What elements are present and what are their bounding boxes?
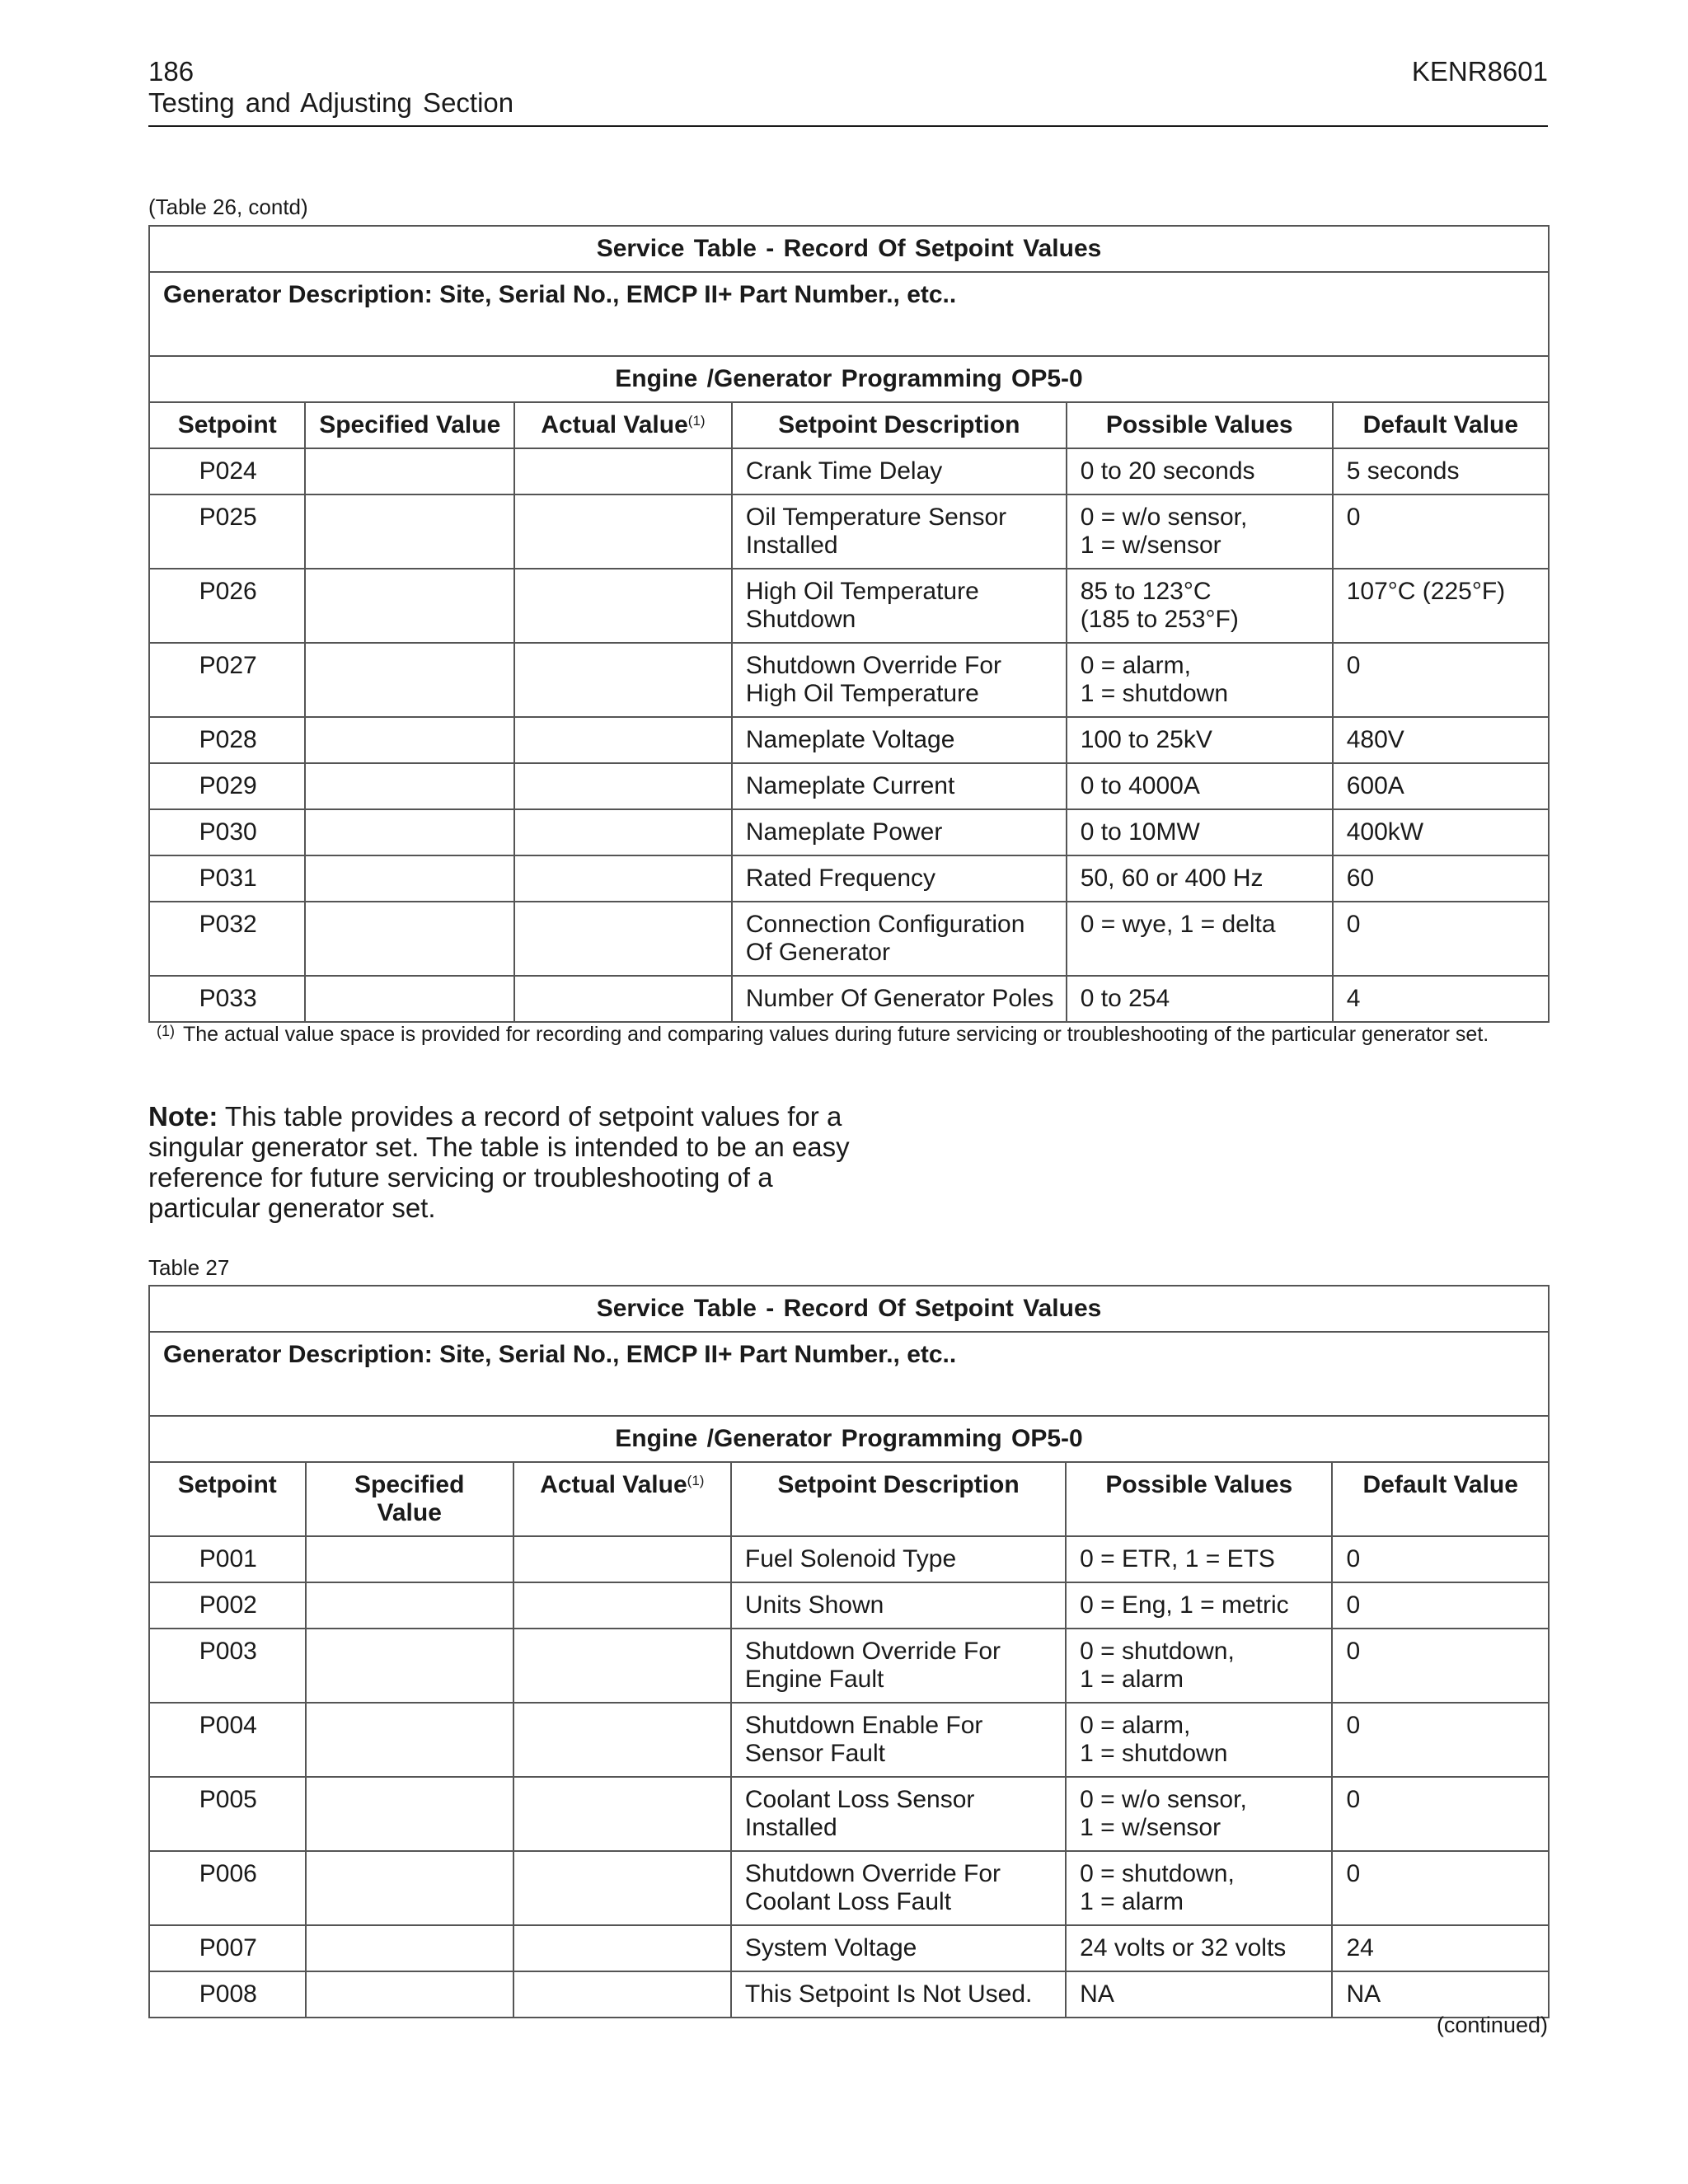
note-paragraph [148, 1101, 857, 1223]
cell-setpoint-description: Coolant Loss Sensor Installed [731, 1777, 1066, 1851]
cell-setpoint: P027 [149, 643, 305, 717]
continued-label: (continued) [1436, 2013, 1548, 2037]
cell-specified-value[interactable] [305, 763, 514, 809]
column-header-default-value: Default Value [1332, 1462, 1549, 1536]
cell-setpoint: P001 [149, 1536, 306, 1582]
cell-specified-value[interactable] [306, 1851, 513, 1925]
cell-specified-value[interactable] [306, 1777, 513, 1851]
cell-setpoint-description: Nameplate Current [732, 763, 1067, 809]
footnote [157, 1022, 1548, 1047]
cell-setpoint-description: High Oil Temperature Shutdown [732, 569, 1067, 643]
cell-default-value: 107°C (225°F) [1333, 569, 1549, 643]
cell-default-value: 0 [1333, 643, 1549, 717]
cell-setpoint: P032 [149, 902, 305, 976]
cell-specified-value[interactable] [305, 809, 514, 855]
cell-specified-value[interactable] [306, 1971, 513, 2018]
footnote-text: The actual value space is provided for recording and comparing values during future servicing or troubleshooting of the particular generator set. [183, 1023, 1489, 1046]
table-row [149, 1629, 1549, 1703]
cell-possible-values: 0 = ETR, 1 = ETS [1066, 1536, 1332, 1582]
table-row [149, 1851, 1549, 1925]
cell-possible-values: 0 = wye, 1 = delta [1067, 902, 1333, 976]
cell-specified-value[interactable] [306, 1536, 513, 1582]
cell-setpoint: P002 [149, 1582, 306, 1629]
cell-setpoint: P024 [149, 448, 305, 494]
cell-actual-value[interactable] [514, 448, 732, 494]
cell-specified-value[interactable] [305, 717, 514, 763]
cell-setpoint-description: Shutdown Override For High Oil Temperature [732, 643, 1067, 717]
cell-possible-values: 0 to 10MW [1067, 809, 1333, 855]
cell-setpoint: P025 [149, 494, 305, 569]
footnote-marker: (1) [157, 1023, 175, 1039]
cell-actual-value[interactable] [514, 855, 732, 902]
cell-default-value: 480V [1333, 717, 1549, 763]
page-number: 186 [148, 56, 195, 87]
section-title: Testing and Adjusting Section [148, 87, 514, 118]
service-table-26 [148, 225, 1550, 1023]
cell-possible-values: 0 = shutdown, 1 = alarm [1066, 1851, 1332, 1925]
cell-setpoint-description: Crank Time Delay [732, 448, 1067, 494]
cell-possible-values: 100 to 25kV [1067, 717, 1333, 763]
table-row [149, 1582, 1549, 1629]
cell-specified-value[interactable] [306, 1629, 513, 1703]
cell-setpoint: P030 [149, 809, 305, 855]
table-row [149, 855, 1549, 902]
cell-setpoint-description: Shutdown Override For Engine Fault [731, 1629, 1066, 1703]
cell-default-value: 5 seconds [1333, 448, 1549, 494]
cell-actual-value[interactable] [513, 1971, 731, 2018]
cell-specified-value[interactable] [305, 494, 514, 569]
cell-default-value: 0 [1332, 1536, 1549, 1582]
cell-possible-values: 0 to 254 [1067, 976, 1333, 1022]
cell-specified-value[interactable] [305, 976, 514, 1022]
cell-actual-value[interactable] [514, 717, 732, 763]
cell-setpoint-description: Units Shown [731, 1582, 1066, 1629]
table-row [149, 448, 1549, 494]
cell-specified-value[interactable] [306, 1925, 513, 1971]
table-27-caption: Table 27 [148, 1255, 230, 1280]
cell-default-value: 0 [1332, 1777, 1549, 1851]
cell-setpoint-description: Shutdown Override For Coolant Loss Fault [731, 1851, 1066, 1925]
column-header-setpoint: Setpoint [149, 1462, 306, 1536]
cell-setpoint: P007 [149, 1925, 306, 1971]
cell-setpoint-description: Oil Temperature Sensor Installed [732, 494, 1067, 569]
cell-actual-value[interactable] [513, 1629, 731, 1703]
table-row [149, 1971, 1549, 2018]
note-label: Note: [148, 1101, 218, 1132]
table-row [149, 902, 1549, 976]
cell-setpoint: P028 [149, 717, 305, 763]
cell-possible-values: 0 = Eng, 1 = metric [1066, 1582, 1332, 1629]
column-header-possible-values: Possible Values [1066, 1462, 1332, 1536]
cell-actual-value[interactable] [514, 902, 732, 976]
cell-specified-value[interactable] [305, 855, 514, 902]
cell-possible-values: 85 to 123°C (185 to 253°F) [1067, 569, 1333, 643]
cell-default-value: 0 [1332, 1582, 1549, 1629]
cell-default-value: 400kW [1333, 809, 1549, 855]
cell-setpoint-description: Connection Configuration Of Generator [732, 902, 1067, 976]
cell-setpoint-description: Shutdown Enable For Sensor Fault [731, 1703, 1066, 1777]
table-subtitle: Engine /Generator Programming OP5-0 [149, 1416, 1549, 1462]
cell-setpoint-description: Number Of Generator Poles [732, 976, 1067, 1022]
table-row [149, 1536, 1549, 1582]
cell-default-value: 24 [1332, 1925, 1549, 1971]
table-row [149, 569, 1549, 643]
cell-default-value: 0 [1333, 902, 1549, 976]
cell-actual-value[interactable] [513, 1925, 731, 1971]
cell-actual-value[interactable] [513, 1777, 731, 1851]
table-row [149, 1703, 1549, 1777]
cell-default-value: 0 [1332, 1629, 1549, 1703]
cell-possible-values: 24 volts or 32 volts [1066, 1925, 1332, 1971]
cell-setpoint: P006 [149, 1851, 306, 1925]
cell-default-value: 0 [1333, 494, 1549, 569]
cell-actual-value[interactable] [514, 643, 732, 717]
table-subtitle: Engine /Generator Programming OP5-0 [149, 356, 1549, 402]
cell-actual-value[interactable] [513, 1536, 731, 1582]
column-header-default-value: Default Value [1333, 402, 1549, 448]
cell-specified-value[interactable] [306, 1582, 513, 1629]
cell-setpoint-description: Nameplate Voltage [732, 717, 1067, 763]
cell-possible-values: 50, 60 or 400 Hz [1067, 855, 1333, 902]
cell-default-value: 0 [1332, 1851, 1549, 1925]
cell-setpoint: P004 [149, 1703, 306, 1777]
cell-setpoint: P003 [149, 1629, 306, 1703]
cell-setpoint: P026 [149, 569, 305, 643]
cell-actual-value[interactable] [514, 763, 732, 809]
cell-possible-values: 0 = w/o sensor, 1 = w/sensor [1066, 1777, 1332, 1851]
note-text: This table provides a record of setpoint values for a singular generator set. The table is intended to be an easy reference for future servicing or troubleshooting of a particular generator set. [148, 1101, 850, 1223]
cell-actual-value[interactable] [514, 494, 732, 569]
cell-default-value: 60 [1333, 855, 1549, 902]
table-row [149, 494, 1549, 569]
cell-setpoint: P031 [149, 855, 305, 902]
generator-description: Generator Description: Site, Serial No., EMCP II+ Part Number., etc.. [149, 272, 1549, 356]
column-header-possible-values: Possible Values [1067, 402, 1333, 448]
service-table-27 [148, 1285, 1550, 2018]
table-title: Service Table - Record Of Setpoint Values [149, 226, 1549, 272]
cell-actual-value[interactable] [513, 1582, 731, 1629]
cell-setpoint: P029 [149, 763, 305, 809]
column-header-setpoint-description: Setpoint Description [731, 1462, 1066, 1536]
page-header [148, 54, 1548, 127]
table-row [149, 976, 1549, 1022]
column-header-setpoint-description: Setpoint Description [732, 402, 1067, 448]
cell-specified-value[interactable] [306, 1703, 513, 1777]
cell-possible-values: 0 = alarm, 1 = shutdown [1067, 643, 1333, 717]
cell-possible-values: 0 = w/o sensor, 1 = w/sensor [1067, 494, 1333, 569]
column-header-specified-value: Specified Value [305, 402, 514, 448]
column-header-actual-value: Actual Value$^{(1)}$ [513, 1462, 731, 1536]
cell-actual-value[interactable] [513, 1703, 731, 1777]
cell-default-value: 4 [1333, 976, 1549, 1022]
table-row [149, 1925, 1549, 1971]
cell-actual-value[interactable] [514, 569, 732, 643]
cell-specified-value[interactable] [305, 448, 514, 494]
cell-setpoint: P005 [149, 1777, 306, 1851]
cell-setpoint-description: Fuel Solenoid Type [731, 1536, 1066, 1582]
table-26-caption: (Table 26, contd) [148, 194, 308, 219]
cell-actual-value[interactable] [514, 809, 732, 855]
cell-possible-values: 0 = alarm, 1 = shutdown [1066, 1703, 1332, 1777]
table-row [149, 1777, 1549, 1851]
column-header-setpoint: Setpoint [149, 402, 305, 448]
cell-possible-values: 0 to 4000A [1067, 763, 1333, 809]
cell-specified-value[interactable] [305, 569, 514, 643]
column-headers [149, 402, 1549, 448]
table-row [149, 717, 1549, 763]
cell-possible-values: 0 to 20 seconds [1067, 448, 1333, 494]
table-row [149, 809, 1549, 855]
footnote-ref: (1) [687, 413, 706, 429]
document-id: KENR8601 [1411, 56, 1548, 87]
cell-setpoint-description: System Voltage [731, 1925, 1066, 1971]
cell-possible-values: 0 = shutdown, 1 = alarm [1066, 1629, 1332, 1703]
cell-setpoint-description: This Setpoint Is Not Used. [731, 1971, 1066, 2018]
cell-actual-value[interactable] [513, 1851, 731, 1925]
column-header-actual-value: Actual Value$^{(1)}$ [514, 402, 732, 448]
generator-description: Generator Description: Site, Serial No., EMCP II+ Part Number., etc.. [149, 1332, 1549, 1416]
cell-setpoint: P033 [149, 976, 305, 1022]
column-header-specified-value: Specified Value [306, 1462, 513, 1536]
cell-setpoint: P008 [149, 1971, 306, 2018]
footnote-ref: (1) [687, 1473, 705, 1488]
cell-default-value: NA [1332, 1971, 1549, 2018]
cell-specified-value[interactable] [305, 902, 514, 976]
column-headers [149, 1462, 1549, 1536]
cell-setpoint-description: Rated Frequency [732, 855, 1067, 902]
cell-default-value: 600A [1333, 763, 1549, 809]
cell-default-value: 0 [1332, 1703, 1549, 1777]
table-title: Service Table - Record Of Setpoint Values [149, 1286, 1549, 1332]
cell-possible-values: NA [1066, 1971, 1332, 2018]
cell-setpoint-description: Nameplate Power [732, 809, 1067, 855]
cell-specified-value[interactable] [305, 643, 514, 717]
table-row [149, 643, 1549, 717]
cell-actual-value[interactable] [514, 976, 732, 1022]
table-row [149, 763, 1549, 809]
